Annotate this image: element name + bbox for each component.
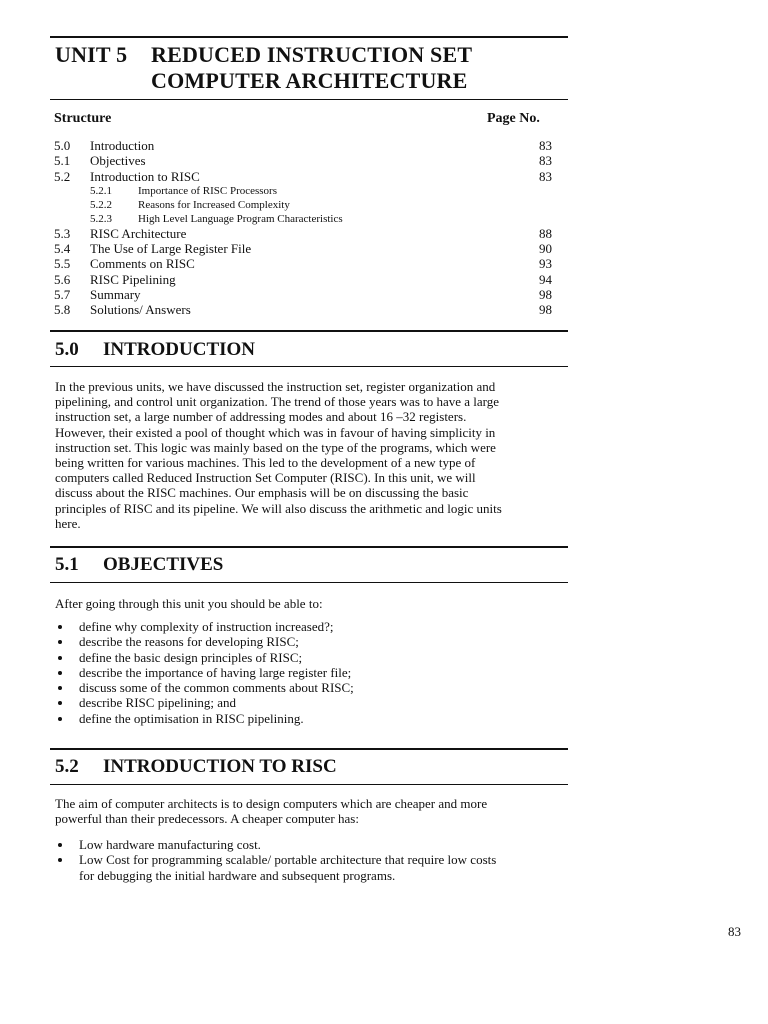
toc-title: Introduction bbox=[90, 138, 155, 153]
bullet-icon bbox=[58, 686, 62, 690]
bullet-icon bbox=[58, 671, 62, 675]
title-rule bbox=[50, 99, 568, 100]
toc-page: 90 bbox=[539, 241, 552, 257]
toc-number: 5.2.1 bbox=[90, 184, 112, 197]
text-line: computers called Reduced Instruction Set Computer (RISC). In this unit, we will bbox=[55, 470, 476, 486]
text-line: discuss about the RISC machines. Our emphasis will be on discussing the basic bbox=[55, 485, 469, 501]
toc-page: 83 bbox=[539, 168, 552, 184]
text-line: instruction set. This logic was mainly based on the type of the programs, which were bbox=[55, 439, 496, 455]
toc-entry bbox=[54, 287, 552, 302]
list-item bbox=[55, 695, 565, 710]
table-of-contents bbox=[54, 138, 552, 318]
toc-number: 5.2 bbox=[54, 168, 71, 184]
toc-entry bbox=[54, 169, 552, 184]
section-title: OBJECTIVES bbox=[103, 554, 224, 575]
list-item bbox=[55, 852, 565, 883]
section-number: 5.2 bbox=[55, 756, 79, 777]
list-item bbox=[55, 665, 565, 680]
introduction-paragraph bbox=[55, 379, 565, 531]
toc-number: 5.2.3 bbox=[90, 212, 112, 225]
toc-number: 5.0 bbox=[54, 138, 71, 153]
toc-title: Objectives bbox=[90, 153, 146, 169]
section-rule-bottom bbox=[50, 582, 568, 583]
toc-title: RISC Architecture bbox=[90, 225, 187, 241]
toc-number: 5.7 bbox=[54, 287, 71, 303]
section-heading-objectives bbox=[55, 554, 223, 576]
page-number: 83 bbox=[728, 924, 741, 939]
toc-title: Reasons for Increased Complexity bbox=[138, 198, 290, 211]
section-rule-bottom bbox=[50, 784, 568, 785]
list-item-text: discuss some of the common comments about RISC; bbox=[79, 680, 354, 696]
bullet-icon bbox=[58, 656, 62, 660]
unit-number: UNIT 5 bbox=[55, 42, 128, 67]
toc-page: 94 bbox=[539, 271, 552, 287]
text-line: The aim of computer architects is to design computers which are cheaper and more bbox=[55, 796, 488, 811]
toc-entry bbox=[54, 256, 552, 271]
section-rule-top bbox=[50, 546, 568, 548]
toc-title: Importance of RISC Processors bbox=[138, 184, 278, 197]
section-number: 5.1 bbox=[55, 554, 79, 575]
bullet-icon bbox=[58, 640, 62, 644]
bullet-icon bbox=[58, 717, 62, 721]
toc-title: RISC Pipelining bbox=[90, 271, 176, 287]
toc-entry bbox=[54, 138, 552, 153]
risc-paragraph bbox=[55, 796, 565, 826]
text-line: However, their existed a pool of thought which was in favour of having simplicity in bbox=[55, 424, 496, 440]
text-line: here. bbox=[55, 515, 81, 531]
toc-title: Summary bbox=[90, 287, 141, 303]
objectives-list bbox=[55, 619, 565, 726]
bullet-icon bbox=[58, 858, 62, 862]
list-item-text: define the basic design principles of RISC; bbox=[79, 649, 303, 665]
unit-title-line-1: REDUCED INSTRUCTION SET bbox=[151, 42, 473, 67]
text-line: being written for various machines. This led to the development of a new type of bbox=[55, 455, 476, 471]
risc-list bbox=[55, 837, 565, 883]
bullet-icon bbox=[58, 625, 62, 629]
list-item-text: Low Cost for programming scalable/ portable architecture that require low costs bbox=[79, 852, 497, 868]
list-item bbox=[55, 634, 565, 649]
section-heading-risc bbox=[55, 756, 337, 778]
page-no-heading: Page No. bbox=[487, 111, 540, 126]
list-item bbox=[55, 650, 565, 665]
toc-page: 98 bbox=[539, 287, 552, 303]
list-item bbox=[55, 837, 565, 852]
top-rule bbox=[50, 36, 568, 38]
toc-page: 93 bbox=[539, 256, 552, 272]
toc-title: Solutions/ Answers bbox=[90, 302, 191, 318]
text-line: instruction set, a large number of addressing modes and about 16 –32 registers. bbox=[55, 409, 467, 425]
list-item-text: define the optimisation in RISC pipelining. bbox=[79, 710, 304, 726]
toc-subentry bbox=[54, 184, 552, 198]
toc-entry bbox=[54, 302, 552, 317]
toc-title: Introduction to RISC bbox=[90, 168, 200, 184]
toc-number: 5.2.2 bbox=[90, 198, 112, 211]
section-title: INTRODUCTION TO RISC bbox=[103, 756, 337, 777]
list-item-text: for debugging the initial hardware and subsequent programs. bbox=[79, 867, 396, 883]
toc-title: High Level Language Program Characteristics bbox=[138, 212, 343, 225]
list-item-text: define why complexity of instruction increased?; bbox=[79, 619, 334, 634]
objectives-lead: After going through this unit you should be able to: bbox=[55, 596, 323, 611]
toc-number: 5.6 bbox=[54, 271, 71, 287]
toc-page: 88 bbox=[539, 225, 552, 241]
toc-number: 5.4 bbox=[54, 241, 71, 257]
list-item bbox=[55, 711, 565, 726]
bullet-icon bbox=[58, 701, 62, 705]
text-line: In the previous units, we have discussed the instruction set, register organization and bbox=[55, 379, 496, 394]
list-item bbox=[55, 619, 565, 634]
section-number: 5.0 bbox=[55, 339, 79, 360]
section-rule-top bbox=[50, 330, 568, 332]
toc-title: The Use of Large Register File bbox=[90, 241, 252, 257]
list-item-text: describe RISC pipelining; and bbox=[79, 695, 237, 711]
toc-subentry bbox=[54, 198, 552, 212]
text-line: powerful than their predecessors. A cheaper computer has: bbox=[55, 811, 359, 827]
list-item bbox=[55, 680, 565, 695]
toc-entry bbox=[54, 241, 552, 256]
list-item-text: describe the reasons for developing RISC; bbox=[79, 634, 299, 650]
toc-title: Comments on RISC bbox=[90, 256, 195, 272]
toc-number: 5.5 bbox=[54, 256, 71, 272]
list-item-text: Low hardware manufacturing cost. bbox=[79, 837, 261, 852]
section-heading-introduction bbox=[55, 339, 255, 361]
unit-title-line-2: COMPUTER ARCHITECTURE bbox=[151, 68, 468, 93]
text-line: principles of RISC and its pipeline. We will also discuss the arithmetic and logic units bbox=[55, 500, 502, 516]
toc-subentry bbox=[54, 212, 552, 226]
section-rule-top bbox=[50, 748, 568, 750]
toc-page: 83 bbox=[539, 153, 552, 169]
toc-entry bbox=[54, 153, 552, 168]
list-item-text: describe the importance of having large register file; bbox=[79, 664, 352, 680]
toc-entry bbox=[54, 272, 552, 287]
structure-heading: Structure bbox=[54, 111, 112, 126]
text-line: pipelining, and control unit organization. The trend of those years was to have a large bbox=[55, 394, 500, 410]
bullet-icon bbox=[58, 843, 62, 847]
section-rule-bottom bbox=[50, 366, 568, 367]
toc-number: 5.8 bbox=[54, 302, 71, 318]
section-title: INTRODUCTION bbox=[103, 339, 256, 360]
toc-page: 83 bbox=[539, 138, 552, 153]
toc-number: 5.3 bbox=[54, 225, 71, 241]
toc-entry bbox=[54, 226, 552, 241]
toc-number: 5.1 bbox=[54, 153, 71, 169]
toc-page: 98 bbox=[539, 302, 552, 318]
